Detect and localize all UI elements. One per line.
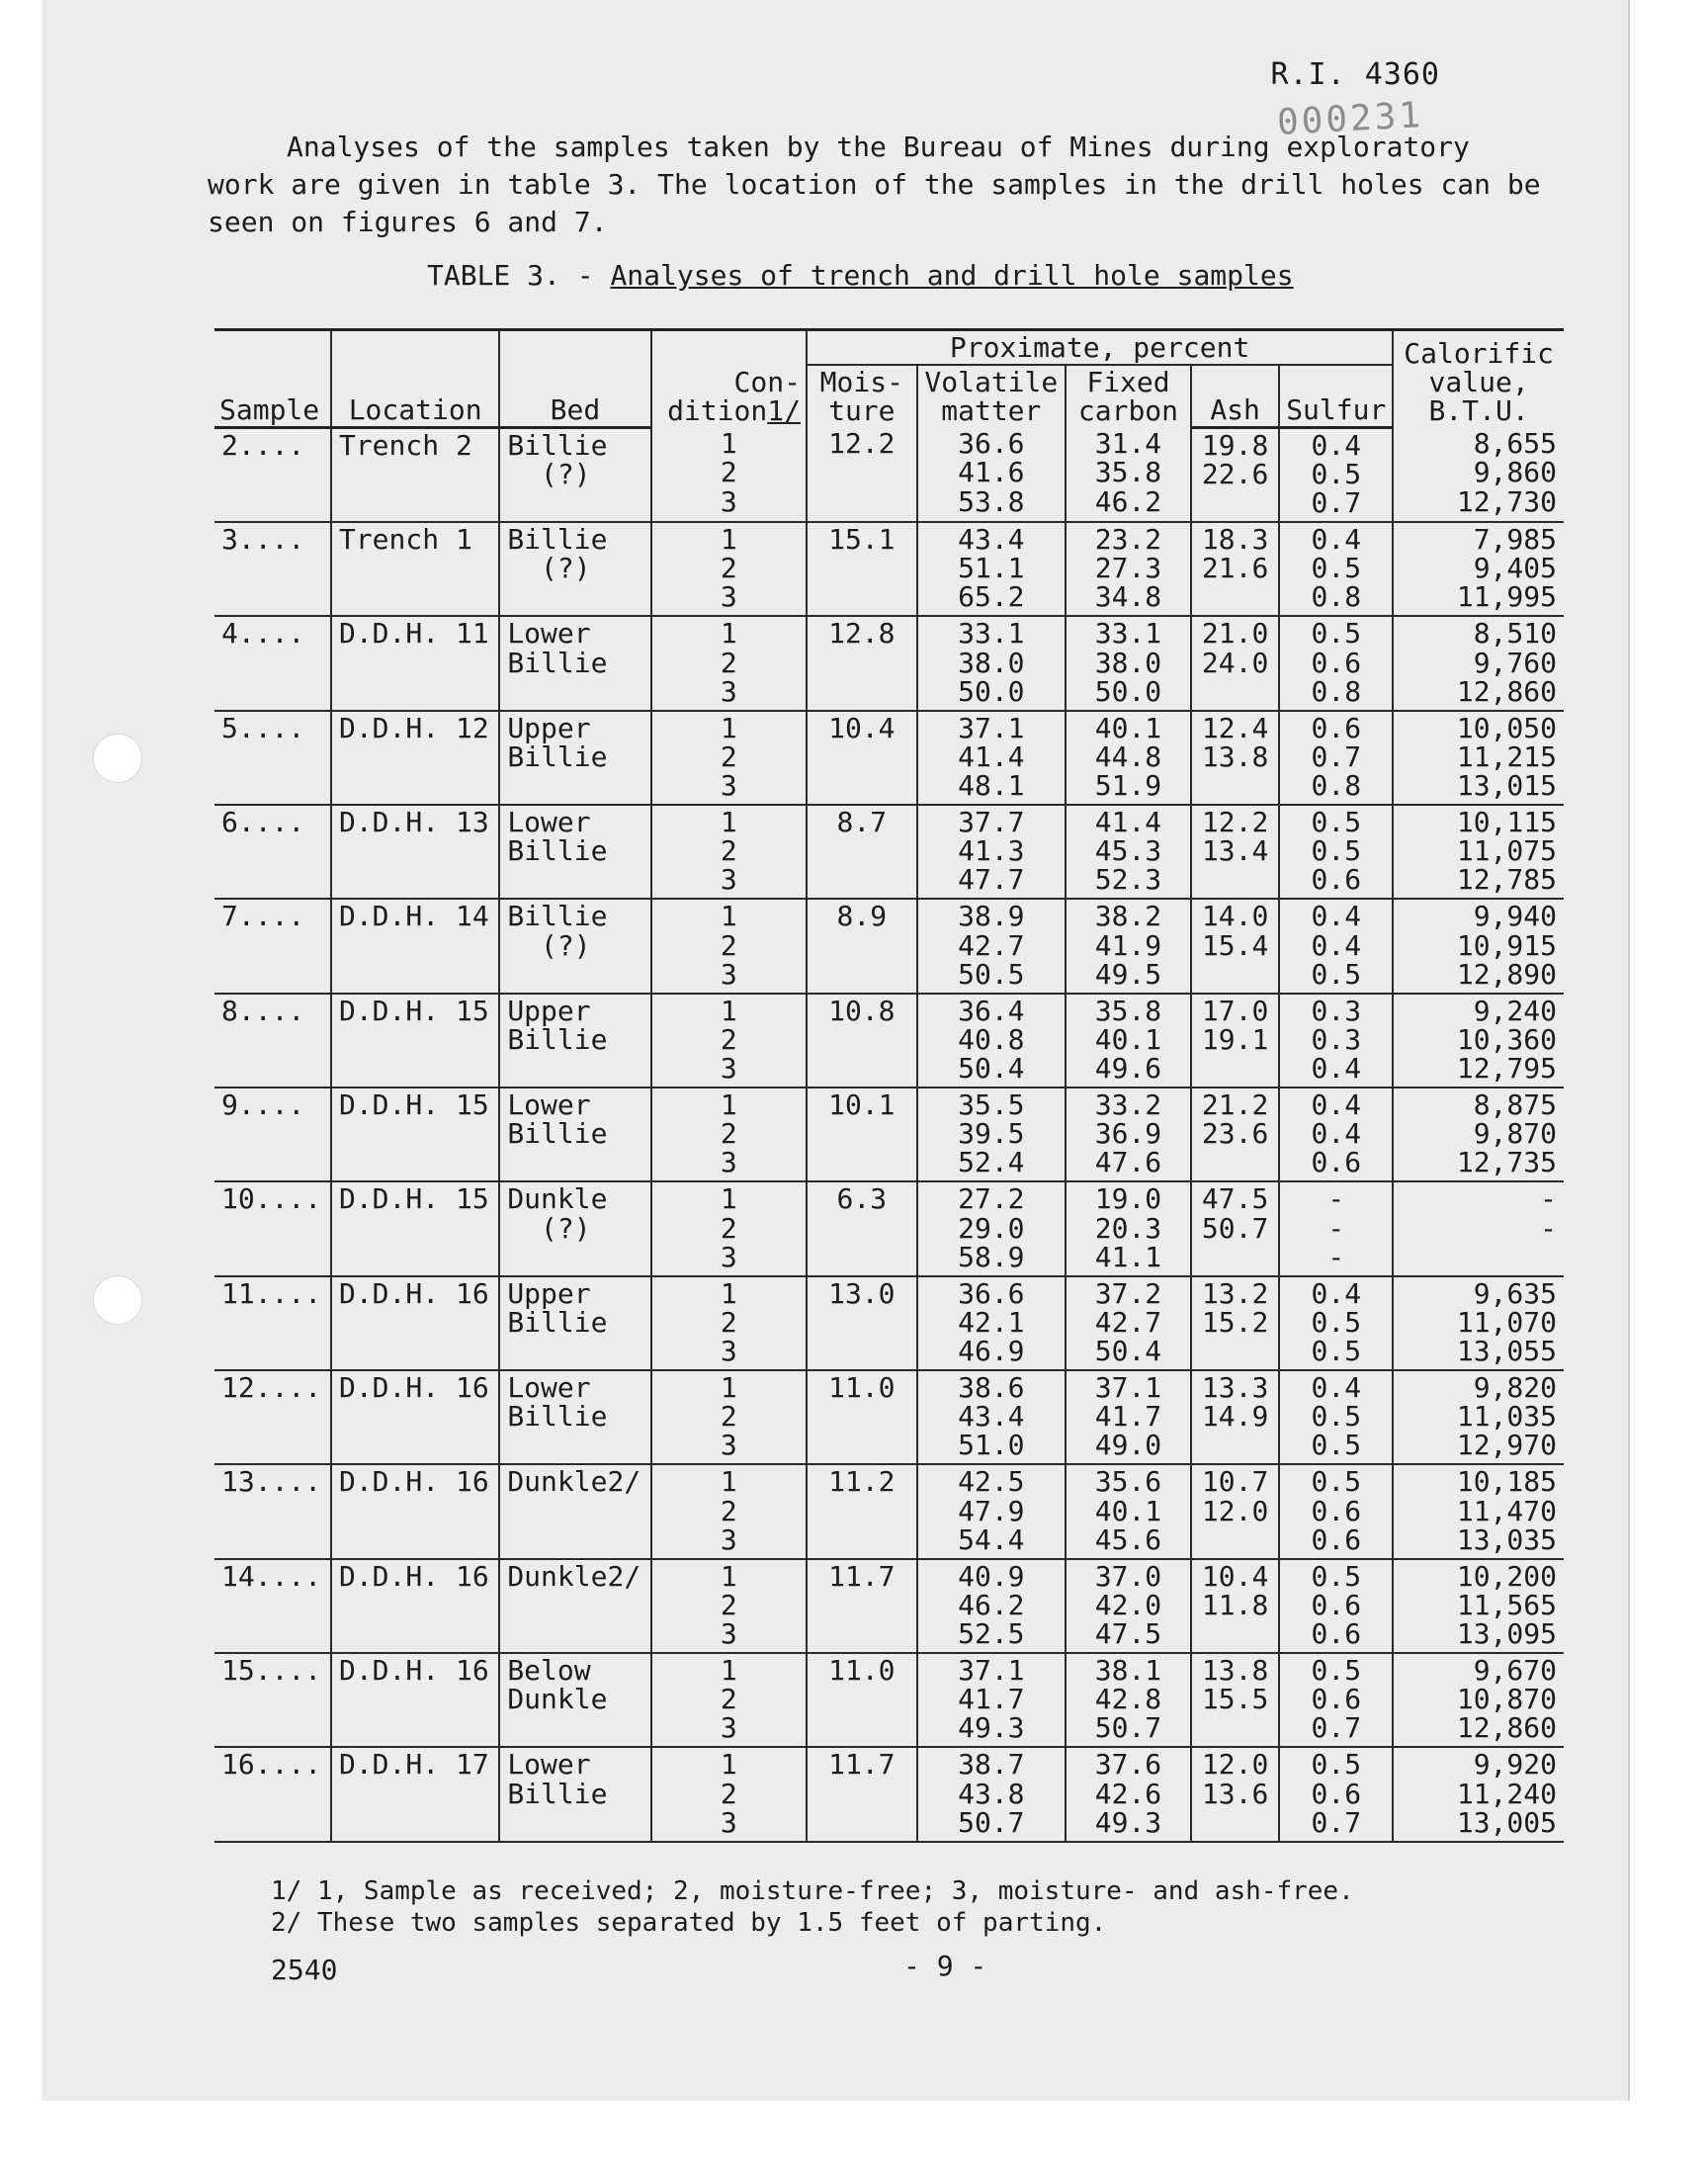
sulfur-cell: 0.4 0.5 0.5 — [1279, 1370, 1393, 1464]
blank-header — [499, 330, 650, 366]
sulfur-cell: - - - — [1279, 1181, 1393, 1275]
bed-header: Bed — [499, 373, 650, 427]
fixed-carbon-cell: 33.1 38.0 50.0 — [1066, 616, 1191, 710]
moisture-cell: 12.8 — [807, 616, 917, 710]
ash-cell: 10.4 11.8 — [1191, 1559, 1279, 1653]
moisture-cell: 13.0 — [807, 1276, 917, 1370]
calorific-cell: 8,875 9,870 12,735 — [1393, 1088, 1564, 1181]
location-header: Location — [331, 373, 499, 427]
table-row — [214, 1559, 1564, 1653]
volatile-matter-cell: 42.5 47.9 54.4 — [917, 1464, 1066, 1558]
document-page — [42, 0, 1630, 2101]
condition-cell: 1 2 3 — [651, 1559, 807, 1653]
table-title-text: Analyses of trench and drill hole samples — [610, 259, 1294, 292]
volatile-matter-cell: 38.7 43.8 50.7 — [917, 1747, 1066, 1841]
sulfur-cell: 0.5 0.6 0.6 — [1279, 1464, 1393, 1558]
condition-cell: 1 2 3 — [651, 1653, 807, 1747]
ash-cell: 19.8 22.6 — [1191, 427, 1279, 522]
condition-cell: 1 2 3 — [651, 1276, 807, 1370]
page-stamp: 000231 — [1276, 95, 1425, 143]
sample-header: Sample — [214, 373, 331, 427]
bed-cell: Lower Billie — [499, 1088, 650, 1181]
sample-cell: 16.... — [214, 1747, 331, 1841]
ash-cell: 21.0 24.0 — [1191, 616, 1279, 710]
bed-cell: Lower Billie — [499, 805, 650, 899]
condition-cell: 1 2 3 — [651, 994, 807, 1088]
table-row — [214, 522, 1564, 616]
condition-cell: 1 2 3 — [651, 1088, 807, 1181]
volatile-matter-cell: 38.6 43.4 51.0 — [917, 1370, 1066, 1464]
calorific-cell: 7,985 9,405 11,995 — [1393, 522, 1564, 616]
condition-cell: 1 2 3 — [651, 1464, 807, 1558]
volatile-matter-cell: 37.7 41.3 47.7 — [917, 805, 1066, 899]
calorific-cell: 9,670 10,870 12,860 — [1393, 1653, 1564, 1747]
bed-cell: Billie (?) — [499, 899, 650, 993]
condition-header-text: Con- dition — [667, 366, 801, 428]
ash-cell: 13.3 14.9 — [1191, 1370, 1279, 1464]
sample-cell: 14.... — [214, 1559, 331, 1653]
bed-cell: Upper Billie — [499, 994, 650, 1088]
moisture-cell: 12.2 — [807, 427, 917, 522]
moisture-cell: 6.3 — [807, 1181, 917, 1275]
fixed-carbon-cell: 38.1 42.8 50.7 — [1066, 1653, 1191, 1747]
table-body — [214, 427, 1564, 1841]
location-cell: D.D.H. 15 — [331, 1088, 499, 1181]
table-row — [214, 616, 1564, 710]
volatile-matter-cell: 36.6 42.1 46.9 — [917, 1276, 1066, 1370]
volatile-matter-cell: 35.5 39.5 52.4 — [917, 1088, 1066, 1181]
location-cell: D.D.H. 17 — [331, 1747, 499, 1841]
sample-cell: 4.... — [214, 616, 331, 710]
calorific-cell: 10,050 11,215 13,015 — [1393, 711, 1564, 805]
blank-header — [1191, 365, 1279, 373]
analysis-table — [214, 328, 1564, 1843]
blank-header — [1279, 365, 1393, 373]
table-row — [214, 994, 1564, 1088]
calorific-cell: 10,115 11,075 12,785 — [1393, 805, 1564, 899]
footnote-2: 2/ These two samples separated by 1.5 feet of parting. — [271, 1908, 1107, 1938]
table-row — [214, 1747, 1564, 1841]
fixed-carbon-cell: 23.2 27.3 34.8 — [1066, 522, 1191, 616]
sulfur-cell: 0.5 0.5 0.6 — [1279, 805, 1393, 899]
moisture-cell: 8.9 — [807, 899, 917, 993]
blank-header — [214, 365, 331, 373]
table-row — [214, 1088, 1564, 1181]
fixed-carbon-cell: 38.2 41.9 49.5 — [1066, 899, 1191, 993]
table-row — [214, 1653, 1564, 1747]
sample-cell: 5.... — [214, 711, 331, 805]
fixed-carbon-cell: 33.2 36.9 47.6 — [1066, 1088, 1191, 1181]
sulfur-cell: 0.4 0.5 0.7 — [1279, 427, 1393, 522]
fixed-carbon-cell: 31.4 35.8 46.2 — [1066, 427, 1191, 522]
intro-paragraph: Analyses of the samples taken by the Bureau of Mines during exploratory work are given in table 3. The location of the samples in the drill holes can be seen on figures 6 and 7. — [208, 130, 1541, 238]
moisture-cell: 10.4 — [807, 711, 917, 805]
condition-cell: 1 2 3 — [651, 711, 807, 805]
volatile-matter-cell: 37.1 41.7 49.3 — [917, 1653, 1066, 1747]
location-cell: D.D.H. 13 — [331, 805, 499, 899]
sample-cell: 11.... — [214, 1276, 331, 1370]
moisture-cell: 11.7 — [807, 1747, 917, 1841]
volatile-matter-cell: 33.1 38.0 50.0 — [917, 616, 1066, 710]
condition-cell: 1 2 3 — [651, 616, 807, 710]
sample-cell: 15.... — [214, 1653, 331, 1747]
location-cell: D.D.H. 14 — [331, 899, 499, 993]
sulfur-cell: 0.4 0.5 0.8 — [1279, 522, 1393, 616]
location-cell: D.D.H. 16 — [331, 1559, 499, 1653]
sulfur-header: Sulfur — [1279, 373, 1393, 427]
ash-cell: 21.2 23.6 — [1191, 1088, 1279, 1181]
bed-cell: Dunkle (?) — [499, 1181, 650, 1275]
location-cell: D.D.H. 12 — [331, 711, 499, 805]
sulfur-cell: 0.5 0.6 0.7 — [1279, 1747, 1393, 1841]
fixed-carbon-cell: 37.2 42.7 50.4 — [1066, 1276, 1191, 1370]
table-row — [214, 427, 1564, 522]
blank-header — [331, 365, 499, 373]
ash-cell: 10.7 12.0 — [1191, 1464, 1279, 1558]
location-cell: Trench 1 — [331, 522, 499, 616]
calorific-cell: 9,940 10,915 12,890 — [1393, 899, 1564, 993]
location-cell: D.D.H. 16 — [331, 1276, 499, 1370]
location-cell: Trench 2 — [331, 427, 499, 522]
sample-cell: 9.... — [214, 1088, 331, 1181]
ash-cell: 14.0 15.4 — [1191, 899, 1279, 993]
page-number: - 9 - — [903, 1950, 987, 1982]
volatile-matter-header: Volatile matter — [917, 365, 1066, 427]
calorific-cell: - - — [1393, 1181, 1564, 1275]
fixed-carbon-cell: 40.1 44.8 51.9 — [1066, 711, 1191, 805]
moisture-cell: 10.1 — [807, 1088, 917, 1181]
ash-cell: 13.8 15.5 — [1191, 1653, 1279, 1747]
calorific-cell: 8,510 9,760 12,860 — [1393, 616, 1564, 710]
report-number: R.I. 4360 — [1270, 57, 1440, 92]
condition-cell: 1 2 3 — [651, 522, 807, 616]
ash-cell: 12.4 13.8 — [1191, 711, 1279, 805]
table-row — [214, 1181, 1564, 1275]
sulfur-cell: 0.5 0.6 0.7 — [1279, 1653, 1393, 1747]
bed-cell: Below Dunkle — [499, 1653, 650, 1747]
sulfur-cell: 0.3 0.3 0.4 — [1279, 994, 1393, 1088]
table-row — [214, 1464, 1564, 1558]
sample-cell: 3.... — [214, 522, 331, 616]
table-row — [214, 805, 1564, 899]
bed-cell: Dunkle2/ — [499, 1464, 650, 1558]
location-cell: D.D.H. 15 — [331, 1181, 499, 1275]
ash-cell: 13.2 15.2 — [1191, 1276, 1279, 1370]
condition-cell: 1 2 3 — [651, 427, 807, 522]
bed-cell: Billie (?) — [499, 522, 650, 616]
volatile-matter-cell: 36.4 40.8 50.4 — [917, 994, 1066, 1088]
sample-cell: 10.... — [214, 1181, 331, 1275]
blank-header — [499, 365, 650, 373]
sample-cell: 2.... — [214, 427, 331, 522]
condition-cell: 1 2 3 — [651, 899, 807, 993]
sample-cell: 6.... — [214, 805, 331, 899]
binder-hole — [93, 734, 142, 783]
sulfur-cell: 0.4 0.5 0.5 — [1279, 1276, 1393, 1370]
moisture-cell: 10.8 — [807, 994, 917, 1088]
condition-cell: 1 2 3 — [651, 805, 807, 899]
ash-cell: 17.0 19.1 — [1191, 994, 1279, 1088]
fixed-carbon-cell: 37.1 41.7 49.0 — [1066, 1370, 1191, 1464]
calorific-cell: 9,240 10,360 12,795 — [1393, 994, 1564, 1088]
fixed-carbon-header: Fixed carbon — [1066, 365, 1191, 427]
ash-cell: 12.2 13.4 — [1191, 805, 1279, 899]
volatile-matter-cell: 40.9 46.2 52.5 — [917, 1559, 1066, 1653]
location-cell: D.D.H. 15 — [331, 994, 499, 1088]
moisture-cell: 8.7 — [807, 805, 917, 899]
calorific-cell: 10,200 11,565 13,095 — [1393, 1559, 1564, 1653]
moisture-cell: 11.2 — [807, 1464, 917, 1558]
fixed-carbon-cell: 35.8 40.1 49.6 — [1066, 994, 1191, 1088]
bed-cell: Upper Billie — [499, 711, 650, 805]
binder-hole — [93, 1275, 142, 1325]
location-cell: D.D.H. 16 — [331, 1464, 499, 1558]
ash-header: Ash — [1191, 373, 1279, 427]
calorific-cell: 9,820 11,035 12,970 — [1393, 1370, 1564, 1464]
fixed-carbon-cell: 19.0 20.3 41.1 — [1066, 1181, 1191, 1275]
ash-cell: 18.3 21.6 — [1191, 522, 1279, 616]
fixed-carbon-cell: 37.0 42.0 47.5 — [1066, 1559, 1191, 1653]
bed-cell: Lower Billie — [499, 1747, 650, 1841]
bed-cell: Billie (?) — [499, 427, 650, 522]
calorific-header: Calorific value, B.T.U. — [1393, 330, 1564, 428]
location-cell: D.D.H. 11 — [331, 616, 499, 710]
sulfur-cell: 0.5 0.6 0.8 — [1279, 616, 1393, 710]
page-id: 2540 — [271, 1954, 338, 1986]
calorific-cell: 8,655 9,860 12,730 — [1393, 427, 1564, 522]
blank-header — [331, 330, 499, 366]
fixed-carbon-cell: 37.6 42.6 49.3 — [1066, 1747, 1191, 1841]
moisture-header: Mois- ture — [807, 365, 917, 427]
sample-cell: 8.... — [214, 994, 331, 1088]
blank-header — [651, 330, 807, 366]
table-title-prefix: TABLE 3. - — [427, 259, 611, 292]
sample-cell: 12.... — [214, 1370, 331, 1464]
volatile-matter-cell: 36.6 41.6 53.8 — [917, 427, 1066, 522]
moisture-cell: 15.1 — [807, 522, 917, 616]
sample-cell: 7.... — [214, 899, 331, 993]
moisture-cell: 11.0 — [807, 1653, 917, 1747]
blank-header — [214, 330, 331, 366]
volatile-matter-cell: 37.1 41.4 48.1 — [917, 711, 1066, 805]
moisture-cell: 11.7 — [807, 1559, 917, 1653]
volatile-matter-cell: 43.4 51.1 65.2 — [917, 522, 1066, 616]
fixed-carbon-cell: 35.6 40.1 45.6 — [1066, 1464, 1191, 1558]
ash-cell: 12.0 13.6 — [1191, 1747, 1279, 1841]
bed-cell: Upper Billie — [499, 1276, 650, 1370]
footnote-1: 1/ 1, Sample as received; 2, moisture-free; 3, moisture- and ash-free. — [271, 1876, 1354, 1906]
bed-cell: Lower Billie — [499, 1370, 650, 1464]
sulfur-cell: 0.5 0.6 0.6 — [1279, 1559, 1393, 1653]
location-cell: D.D.H. 16 — [331, 1370, 499, 1464]
calorific-cell: 9,635 11,070 13,055 — [1393, 1276, 1564, 1370]
bed-cell: Dunkle2/ — [499, 1559, 650, 1653]
calorific-cell: 9,920 11,240 13,005 — [1393, 1747, 1564, 1841]
table-row — [214, 899, 1564, 993]
sample-cell: 13.... — [214, 1464, 331, 1558]
condition-cell: 1 2 3 — [651, 1181, 807, 1275]
condition-cell: 1 2 3 — [651, 1747, 807, 1841]
sulfur-cell: 0.6 0.7 0.8 — [1279, 711, 1393, 805]
table-row — [214, 711, 1564, 805]
calorific-cell: 10,185 11,470 13,035 — [1393, 1464, 1564, 1558]
volatile-matter-cell: 27.2 29.0 58.9 — [917, 1181, 1066, 1275]
proximate-group-header: Proximate, percent — [807, 330, 1393, 366]
location-cell: D.D.H. 16 — [331, 1653, 499, 1747]
volatile-matter-cell: 38.9 42.7 50.5 — [917, 899, 1066, 993]
condition-footnote-ref: 1/ — [767, 394, 801, 428]
condition-header — [651, 365, 807, 427]
table-title — [427, 259, 1294, 292]
table-row — [214, 1276, 1564, 1370]
condition-cell: 1 2 3 — [651, 1370, 807, 1464]
moisture-cell: 11.0 — [807, 1370, 917, 1464]
sulfur-cell: 0.4 0.4 0.5 — [1279, 899, 1393, 993]
table-row — [214, 1370, 1564, 1464]
ash-cell: 47.5 50.7 — [1191, 1181, 1279, 1275]
bed-cell: Lower Billie — [499, 616, 650, 710]
sulfur-cell: 0.4 0.4 0.6 — [1279, 1088, 1393, 1181]
fixed-carbon-cell: 41.4 45.3 52.3 — [1066, 805, 1191, 899]
